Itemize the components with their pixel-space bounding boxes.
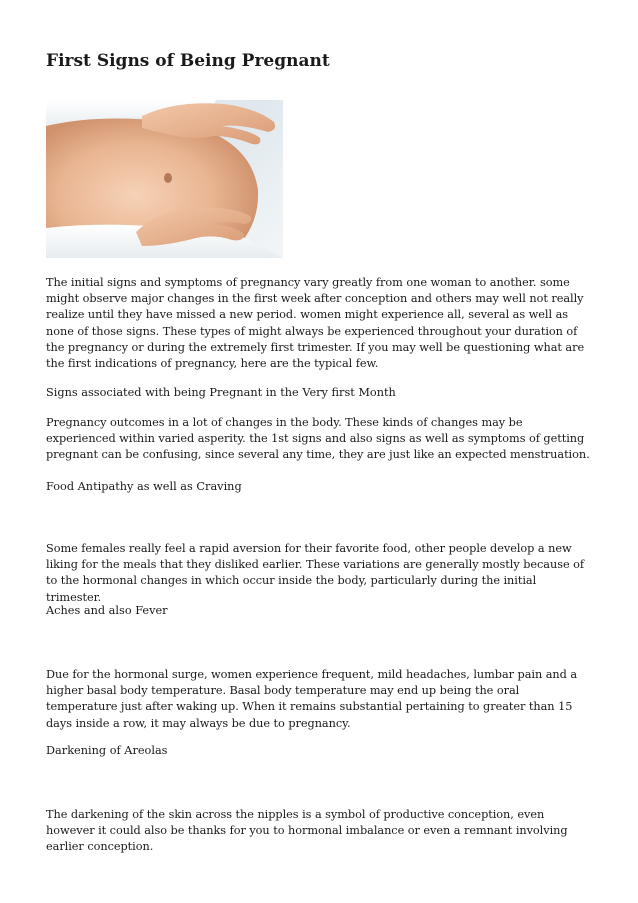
first-month-paragraph: Pregnancy outcomes in a lot of changes in the body. These kinds of changes may be experienced within varied asperity. the 1st signs and also signs as well as symptoms of getting pregnant can be confusing, since several any time, they are just like an expected menstruation. [46,416,590,462]
section-heading-aches-fever: Aches and also Fever [46,604,168,617]
section-heading-areolas: Darkening of Areolas [46,744,168,757]
intro-paragraph: The initial signs and symptoms of pregnancy vary greatly from one woman to another. some might observe major changes in the first week after conception and others may well not really realize until they have missed a new period. women might experience all, several as well as none of those signs. These types of might always be experienced throughout your duration of the pregnancy or during the extremely first trimester. If you may well be questioning what are the first indications of pregnancy, here are the typical few. [46,276,585,371]
section-heading-food-craving: Food Antipathy as well as Craving [46,480,242,493]
page-title: First Signs of Being Pregnant [46,51,330,71]
section-heading-first-month: Signs associated with being Pregnant in the Very first Month [46,386,396,399]
aches-fever-paragraph: Due for the hormonal surge, women experience frequent, mild headaches, lumbar pain and a higher basal body temperature. Basal body temperature may end up being the oral temperature just after waking up. When it remains substantial pertaining to greater than 15 days inside a row, it may always be due to pregnancy. [46,668,578,730]
food-craving-paragraph: Some females really feel a rapid aversion for their favorite food, other people develop a new liking for the meals that they disliked earlier. These variations are generally mostly because of to the hormonal changes in which occur inside the body, particularly during the initial trimester. [46,542,585,604]
pregnant-belly-photo [46,100,283,258]
areolas-paragraph: The darkening of the skin across the nipples is a symbol of productive conception, even however it could also be thanks for you to hormonal imbalance or even a remnant involving earlier conception. [46,808,568,854]
